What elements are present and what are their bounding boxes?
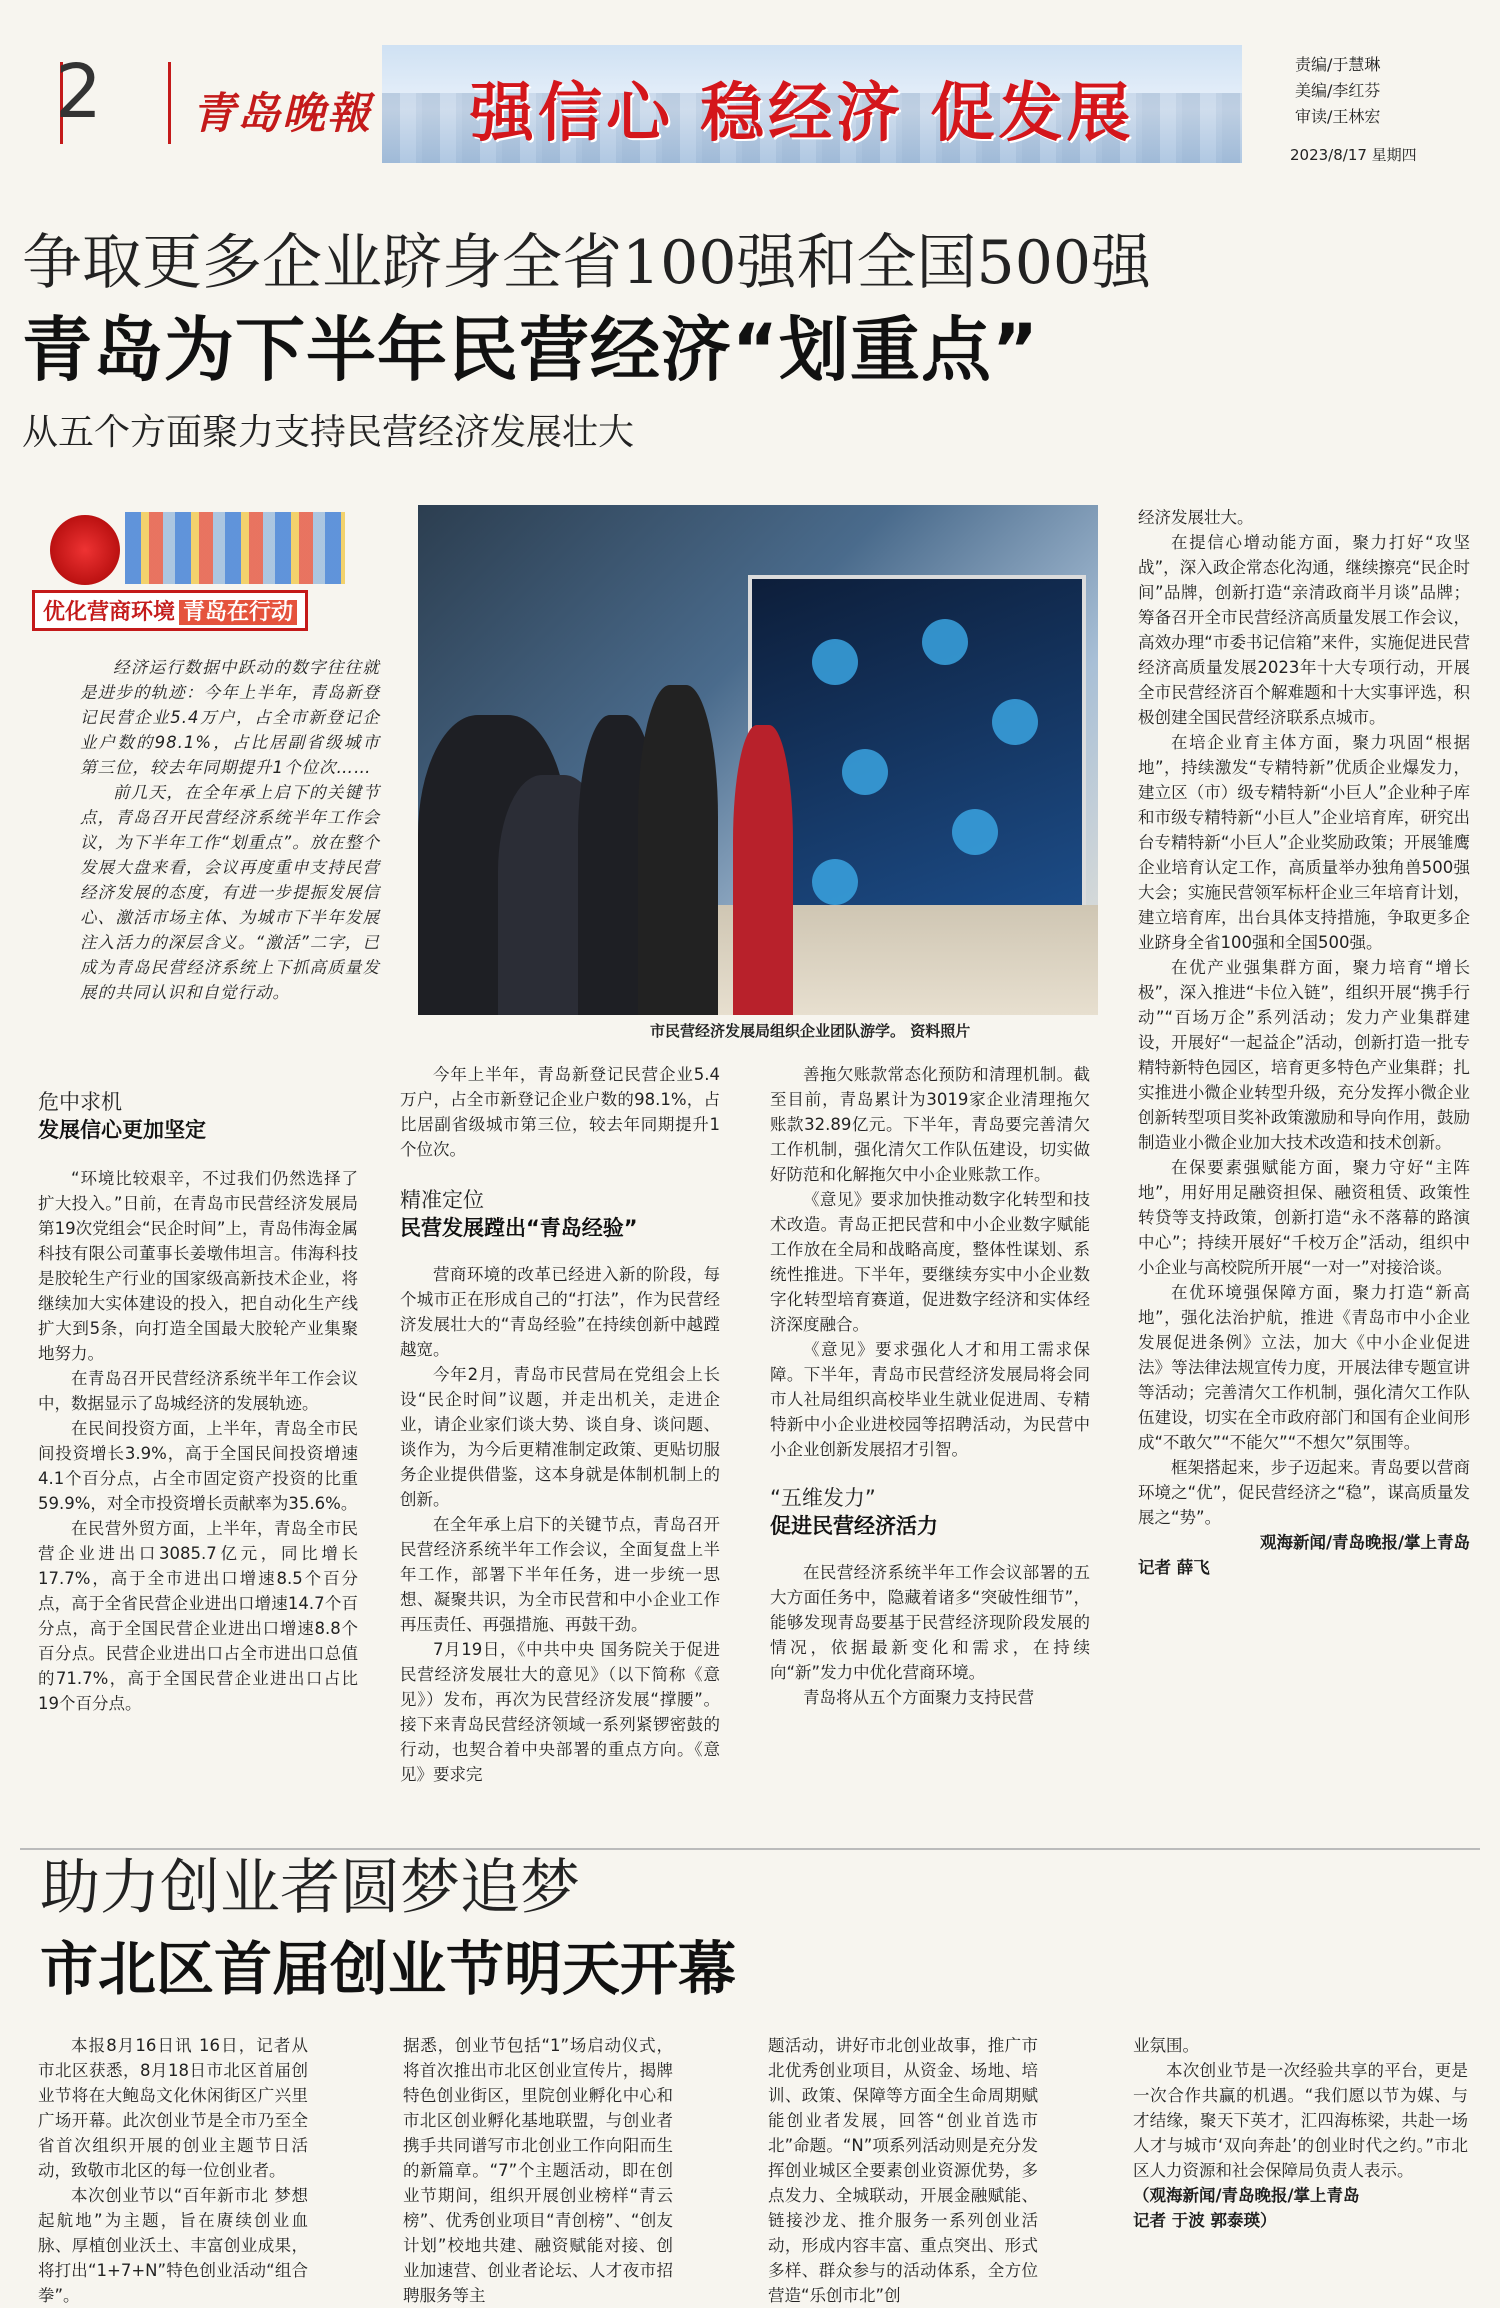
article-lead xyxy=(80,655,380,1005)
logo-highlight: 青岛在行动 xyxy=(179,600,297,625)
masthead-divider xyxy=(168,62,171,144)
paragraph: 善拖欠账款常态化预防和清理机制。截至目前，青岛累计为3019家企业清理拖欠账款32.89亿元。下半年，青岛要完善清欠工作机制，强化清欠工作队伍建设，切实做好防范和化解拖欠中小企业账款工作。 xyxy=(770,1065,1090,1184)
column-text xyxy=(770,1062,1090,1462)
section-title: 促进民营经济活力 xyxy=(770,1514,938,1538)
byline-line: 观海新闻/青岛晚报/掌上青岛 xyxy=(1259,1533,1470,1552)
banner-slogan: 强信心 稳经济 促发展 xyxy=(470,77,1135,151)
article-byline xyxy=(1133,2183,1468,2233)
paragraph: 在民间投资方面，上半年，青岛全市民间投资增长3.9%，高于全国民间投资增速4.1个百分点，占全市固定资产投资的比重59.9%，对全市投资增长贡献率为35.6%。 xyxy=(38,1419,358,1513)
column-text xyxy=(768,2033,1038,2308)
column-text xyxy=(38,1166,358,1716)
paragraph: 今年2月，青岛市民营局在党组会上长设“民企时间”议题，并走出机关，走进企业，请企业家们谈大势、谈自身、谈问题、谈作为，为今后更精准制定政策、更贴切服务企业提供借鉴，这本身就是体制机制上的创新。 xyxy=(400,1365,720,1509)
article-column xyxy=(1138,505,1470,1580)
paragraph: 在优环境强保障方面，聚力打造“新高地”，强化法治护航，推进《青岛市中小企业发展促进条例》立法，加大《中小企业促进法》等法律法规宣传力度，开展法律专题宣讲等活动；完善清欠工作机制，强化清欠工作队伍建设，切实在全市政府部门和国有企业间形成“不敢欠”“不能欠”“不想欠”氛围等。 xyxy=(1138,1283,1470,1452)
paragraph: 在提信心增动能方面，聚力打好“攻坚战”，深入政企常态化沟通，继续擦亮“民企时间”品牌，创新打造“亲清政商半月谈”品牌；筹备召开全市民营经济高质量发展工作会议，高效办理“市委书记信箱”来件，实施促进民营经济高质量发展2023年十大专项行动，开展全市民营经济百个解难题和十大实事评选，积极创建全国民营经济联系点城市。 xyxy=(1138,533,1470,727)
article-headline: 青岛为下半年民营经济“划重点” xyxy=(22,309,1040,391)
paragraph: 业氛围。 xyxy=(1133,2036,1199,2055)
lead-paragraph: 经济运行数据中跃动的数字往往就是进步的轨迹：今年上半年，青岛新登记民营企业5.4万户，占全市新登记企业户数的98.1%，占比居副省级城市第三位，较去年同期提升1个位次…… xyxy=(80,658,380,777)
byline-line: （观海新闻/青岛晚报/掌上青岛 xyxy=(1133,2186,1360,2205)
column-logo xyxy=(32,590,308,631)
editor-line: 审读/王林宏 xyxy=(1295,107,1381,126)
article-column xyxy=(770,1062,1090,1710)
editor-line: 美编/李红芬 xyxy=(1295,81,1381,100)
column-text xyxy=(400,1062,720,1162)
column-text xyxy=(1133,2033,1468,2183)
article-headline: 市北区首届创业节明天开幕 xyxy=(40,1935,737,2003)
article-column xyxy=(768,2033,1038,2308)
article-column xyxy=(1133,2033,1468,2233)
column-text xyxy=(770,1560,1090,1710)
paragraph: 今年上半年，青岛新登记民营企业5.4万户，占全市新登记企业户数的98.1%，占比居副省级城市第三位，较去年同期提升1个位次。 xyxy=(400,1065,720,1159)
paragraph: 营商环境的改革已经进入新的阶段，每个城市正在形成自己的“打法”，作为民营经济发展壮大的“青岛经验”在持续创新中越蹚越宽。 xyxy=(400,1265,720,1359)
city-buildings-icon xyxy=(125,512,345,584)
paragraph: “环境比较艰辛，不过我们仍然选择了扩大投入。”日前，在青岛市民营经济发展局第19次党组会“民企时间”上，青岛伟海金属科技有限公司董事长姜墩伟坦言。伟海科技是胶轮生产行业的国家级高新技术企业，将继续加大实体建设的投入，把自动化生产线扩大到5条，向打造全国最大胶轮产业集聚地努力。 xyxy=(38,1169,358,1363)
logo-label: 优化营商环境 xyxy=(43,600,176,625)
article-kicker: 助力创业者圆梦追梦 xyxy=(40,1853,580,1923)
section-title: 民营发展蹚出“青岛经验” xyxy=(400,1216,638,1240)
paragraph: 在培企业育主体方面，聚力巩固“根据地”，持续激发“专精特新”优质企业爆发力，建立区（市）级专精特新“小巨人”企业种子库和市级专精特新“小巨人”企业培育库，研究出台专精特新“小巨人”企业奖励政策；开展雏鹰企业培育认定工作，高质量举办独角兽500强大会；实施民营领军标杆企业三年培育计划，建立培育库，出台具体支持措施，争取更多企业跻身全省100强和全国500强。 xyxy=(1138,733,1470,952)
paragraph: 本次创业节以“百年新市北 梦想起航地”为主题，旨在赓续创业血脉、厚植创业沃土、丰富创业成果，将打出“1+7+N”特色创业活动“组合拳”。 xyxy=(38,2186,308,2305)
page-number: 2 xyxy=(55,49,103,135)
paragraph: 框架搭起来，步子迈起来。青岛要以营商环境之“优”，促民营经济之“稳”，谋高质量发展之“势”。 xyxy=(1138,1458,1470,1527)
section-label: “五维发力” xyxy=(770,1486,876,1510)
paragraph: 在优产业强集群方面，聚力培育“增长极”，深入推进“卡位入链”，组织开展“携手行动”“百场万企”系列活动；发力产业集群建设，开展好“一起益企”活动，创新打造一批专精特新特色园区，培育更多特色产业集群；扎实推进小微企业转型升级，充分发挥小微企业创新转型项目奖补政策激励和导向作用，鼓励制造业小微企业加大技术改造和技术创新。 xyxy=(1138,958,1470,1152)
section-title: 发展信心更加坚定 xyxy=(38,1118,206,1142)
column-text xyxy=(403,2033,673,2308)
paragraph: 在民营外贸方面，上半年，青岛全市民营企业进出口3085.7亿元，同比增长17.7%，高于全市进出口增速8.5个百分点，高于全省民营企业进出口增速14.7个百分点，高于全国民营企业进出口增速8.8个百分点。民营企业进出口占全市进出口总值的71.7%，高于全国民营企业进出口占比19个百分点。 xyxy=(38,1519,358,1713)
paragraph: 在保要素强赋能方面，聚力守好“主阵地”，用好用足融资担保、融资租赁、政策性转贷等支持政策，创新打造“永不落幕的路演中心”；持续开展好“千校万企”活动，组织中小企业与高校院所开展“一对一”对接洽谈。 xyxy=(1138,1158,1470,1277)
paragraph: 在全年承上启下的关键节点，青岛召开民营经济系统半年工作会议，全面复盘上半年工作，部署下半年任务，进一步统一思想、凝聚共识，为全市民营和中小企业工作再压责任、再强措施、再鼓干劲。 xyxy=(400,1515,720,1634)
column-text xyxy=(1138,505,1470,1530)
byline-line: 记者 于波 郭泰瑛） xyxy=(1133,2211,1277,2230)
byline-line: 记者 薛飞 xyxy=(1138,1558,1210,1577)
section-label: 精准定位 xyxy=(400,1188,484,1212)
paragraph: 本次创业节是一次经验共享的平台，更是一次合作共赢的机遇。“我们愿以节为媒、与才结缘，聚天下英才，汇四海栋梁，共赴一场人才与城市‘双向奔赴’的创业时代之约。”市北区人力资源和社会保障局负责人表示。 xyxy=(1133,2061,1468,2180)
paragraph: 《意见》要求强化人才和用工需求保障。下半年，青岛市民营经济发展局将会同市人社局组织高校毕业生就业促进周、专精特新中小企业进校园等招聘活动，为民营中小企业创新发展招才引智。 xyxy=(770,1340,1090,1459)
paragraph: 据悉，创业节包括“1”场启动仪式，将首次推出市北区创业宣传片，揭牌特色创业街区，里院创业孵化中心和市北区创业孵化基地联盟，与创业者携手共同谱写市北创业工作向阳而生的新篇章。“7”个主题活动，即在创业节期间，组织开展创业榜样“青云榜”、优秀创业项目“青创榜”、“创友计划”校地共建、融资赋能对接、创业加速营、创业者论坛、人才夜市招聘服务等主 xyxy=(403,2036,673,2305)
paragraph: 本报8月16日讯 16日，记者从市北区获悉，8月18日市北区首届创业节将在大鲍岛文化休闲街区广兴里广场开幕。此次创业节是全市乃至全省首次组织开展的创业主题节日活动，致敬市北区的每一位创业者。 xyxy=(38,2036,308,2180)
exhibition-screen xyxy=(748,575,1086,943)
article-column xyxy=(38,1088,358,1716)
photo-caption: 市民营经济发展局组织企业团队游学。 资料照片 xyxy=(650,1022,971,1040)
paragraph: 青岛将从五个方面聚力支持民营 xyxy=(803,1688,1034,1707)
issue-date: 2023/8/17 星期四 xyxy=(1290,146,1417,164)
article-byline xyxy=(1138,1530,1470,1580)
paper-name: 青岛晚報 xyxy=(192,89,372,139)
column-text xyxy=(400,1262,720,1787)
column-text xyxy=(38,2033,308,2308)
news-photo xyxy=(418,505,1098,1015)
article-kicker: 争取更多企业跻身全省100强和全国500强 xyxy=(22,228,1152,298)
article-divider xyxy=(20,1848,1480,1850)
qingdao-emblem-icon xyxy=(50,515,120,585)
masthead xyxy=(0,0,1500,175)
article-column xyxy=(400,1062,720,1787)
article-column xyxy=(403,2033,673,2308)
article-column xyxy=(38,2033,308,2308)
paragraph: 在青岛召开民营经济系统半年工作会议中，数据显示了岛城经济的发展轨迹。 xyxy=(38,1369,358,1413)
paragraph: 《意见》要求加快推动数字化转型和技术改造。青岛正把民营和中小企业数字赋能工作放在全局和战略高度，整体性谋划、系统性推进。下半年，要继续夯实中小企业数字化转型培育赛道，促进数字经济和实体经济深度融合。 xyxy=(770,1190,1090,1334)
section-label: 危中求机 xyxy=(38,1090,122,1114)
editors-list xyxy=(1295,52,1380,130)
paragraph: 经济发展壮大。 xyxy=(1138,508,1254,527)
lead-paragraph: 前几天，在全年承上启下的关键节点，青岛召开民营经济系统半年工作会议，为下半年工作“划重点”。放在整个发展大盘来看，会议再度重申支持民营经济发展的态度，有进一步提振发展信心、激活市场主体、为城市下半年发展注入活力的深层含义。“激活”二字，已成为青岛民营经济系统上下抓高质量发展的共同认识和自觉行动。 xyxy=(80,783,380,1002)
paragraph: 在民营经济系统半年工作会议部署的五大方面任务中，隐藏着诸多“突破性细节”，能够发现青岛要基于民营经济现阶段发展的情况，依据最新变化和需求，在持续向“新”发力中优化营商环境。 xyxy=(770,1563,1090,1682)
editor-line: 责编/于慧琳 xyxy=(1295,55,1381,74)
article-subhead: 从五个方面聚力支持民营经济发展壮大 xyxy=(22,412,635,453)
paragraph: 7月19日，《中共中央 国务院关于促进民营经济发展壮大的意见》（以下简称《意见》）发布，再次为民营经济发展“撑腰”。接下来青岛民营经济领域一系列紧锣密鼓的行动，也契合着中央部署的重点方向。《意见》要求完 xyxy=(400,1640,720,1784)
paragraph: 题活动，讲好市北创业故事，推广市北优秀创业项目，从资金、场地、培训、政策、保障等方面全生命周期赋能创业者发展，回答“创业首选市北”命题。“N”项系列活动则是充分发挥创业城区全要素创业资源优势，多点发力、全城联动，开展金融赋能、链接沙龙、推介服务一系列创业活动，形成内容丰富、重点突出、形式多样、群众参与的活动体系，全方位营造“乐创市北”创 xyxy=(768,2036,1038,2305)
